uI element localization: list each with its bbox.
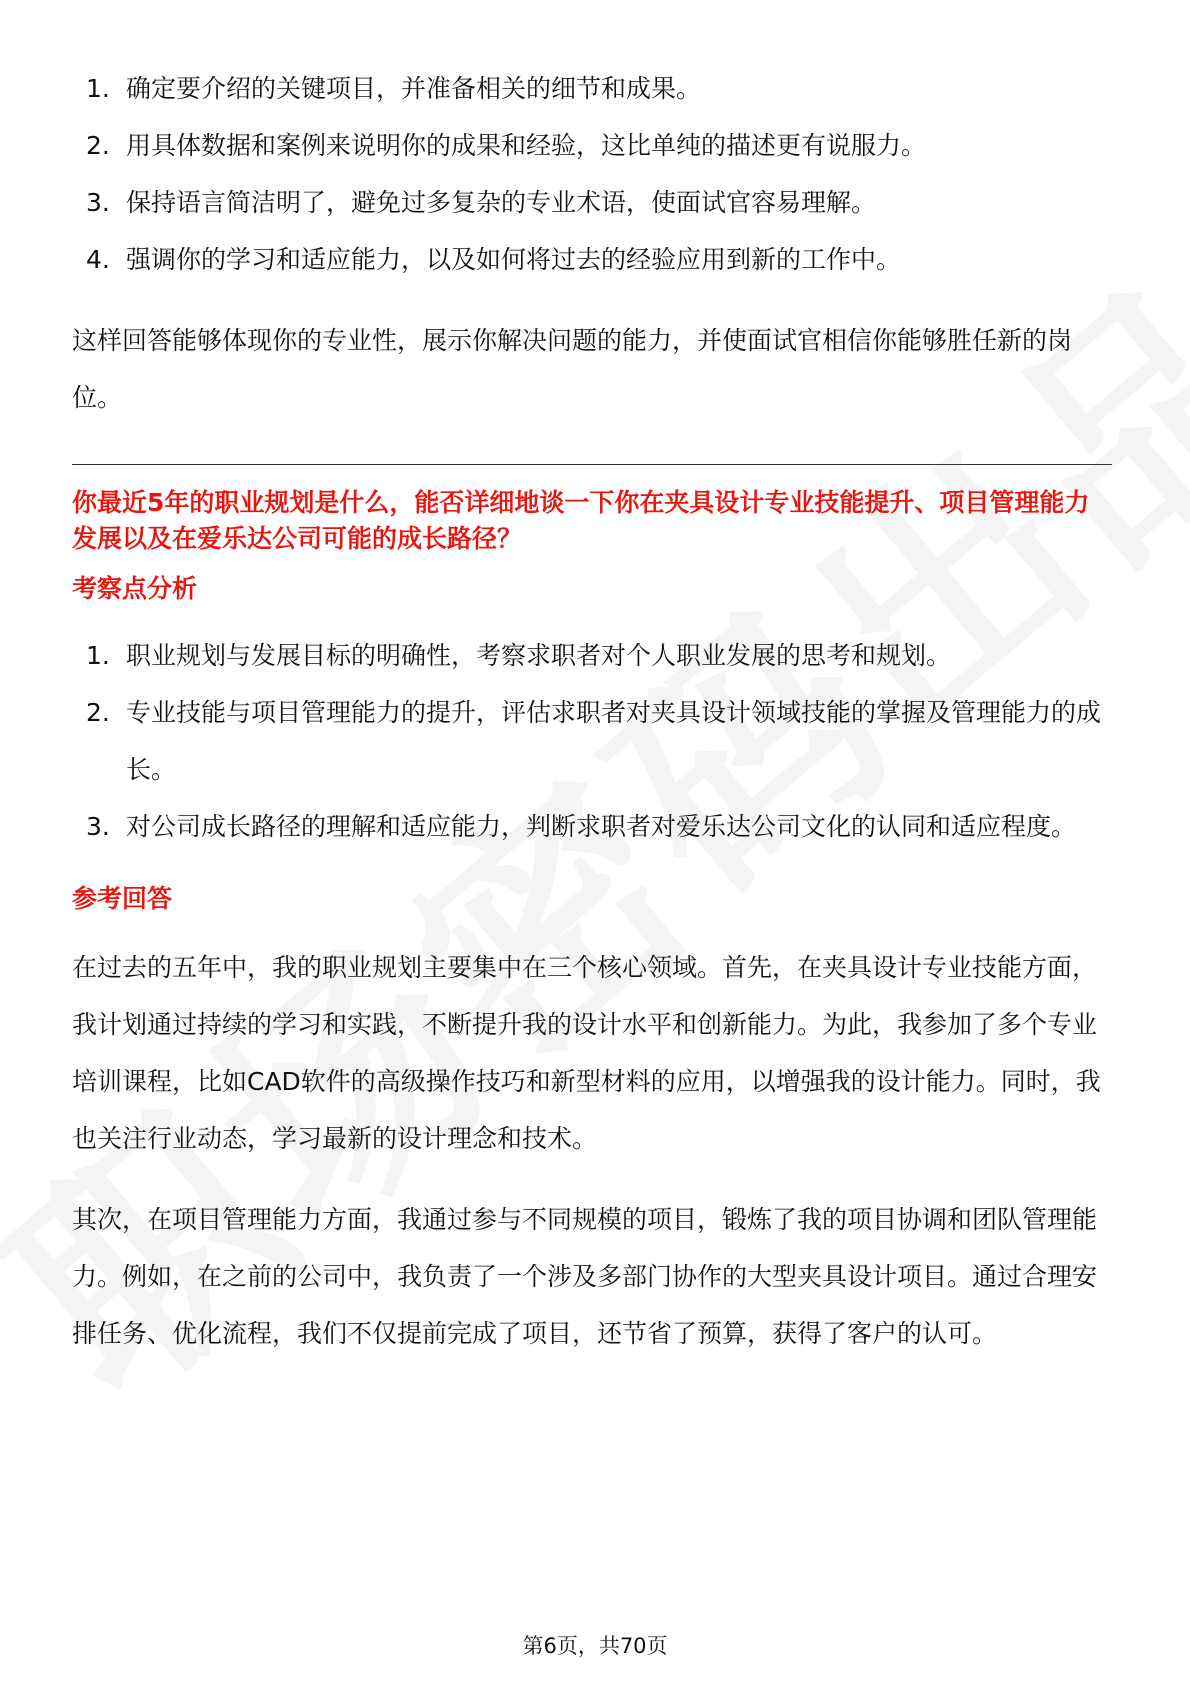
list-item-text: 用具体数据和案例来说明你的成果和经验，这比单纯的描述更有说服力。 <box>126 131 927 160</box>
tips-list <box>72 60 1112 288</box>
list-item <box>72 60 1112 117</box>
answer-heading: 参考回答 <box>72 884 173 913</box>
list-number: 1. <box>86 641 110 670</box>
list-item-text: 专业技能与项目管理能力的提升，评估求职者对夹具设计领域技能的掌握及管理能力的成长。 <box>126 698 1102 784</box>
list-item <box>72 684 1112 798</box>
list-item-text: 职业规划与发展目标的明确性，考察求职者对个人职业发展的思考和规划。 <box>126 641 952 670</box>
answer-paragraph: 其次，在项目管理能力方面，我通过参与不同规模的项目，锻炼了我的项目协调和团队管理能力。例如，在之前的公司中，我负责了一个涉及多部门协作的大型夹具设计项目。通过合理安排任务、优化流程，我们不仅提前完成了项目，还节省了预算，获得了客户的认可。 <box>72 1205 1098 1348</box>
list-item-text: 对公司成长路径的理解和适应能力，判断求职者对爱乐达公司文化的认同和适应程度。 <box>126 812 1077 841</box>
list-item-text: 确定要介绍的关键项目，并准备相关的细节和成果。 <box>126 74 702 103</box>
list-item <box>72 117 1112 174</box>
page-footer: 第6页，共70页 <box>522 1634 668 1658</box>
analysis-heading: 考察点分析 <box>72 574 198 603</box>
list-item <box>72 627 1112 684</box>
list-item <box>72 174 1112 231</box>
list-item <box>72 231 1112 288</box>
list-item-text: 强调你的学习和适应能力，以及如何将过去的经验应用到新的工作中。 <box>126 245 902 274</box>
page-content <box>72 60 1112 1362</box>
list-item-text: 保持语言简洁明了，避免过多复杂的专业术语，使面试官容易理解。 <box>126 188 877 217</box>
list-number: 1. <box>86 74 110 103</box>
analysis-list <box>72 627 1112 855</box>
section-divider <box>72 464 1112 465</box>
list-number: 4. <box>86 245 110 274</box>
list-item <box>72 798 1112 855</box>
question-heading: 你最近5年的职业规划是什么，能否详细地谈一下你在夹具设计专业技能提升、项目管理能力发展以及在爱乐达公司可能的成长路径？ <box>72 488 1090 553</box>
list-number: 3. <box>86 812 110 841</box>
list-number: 2. <box>86 698 110 727</box>
list-number: 3. <box>86 188 110 217</box>
list-number: 2. <box>86 131 110 160</box>
answer-paragraph: 在过去的五年中，我的职业规划主要集中在三个核心领域。首先，在夹具设计专业技能方面，我计划通过持续的学习和实践，不断提升我的设计水平和创新能力。为此，我参加了多个专业培训课程，比如CAD软件的高级操作技巧和新型材料的应用，以增强我的设计能力。同时，我也关注行业动态，学习最新的设计理念和技术。 <box>72 953 1101 1153</box>
summary-paragraph: 这样回答能够体现你的专业性，展示你解决问题的能力，并使面试官相信你能够胜任新的岗位。 <box>72 326 1073 412</box>
